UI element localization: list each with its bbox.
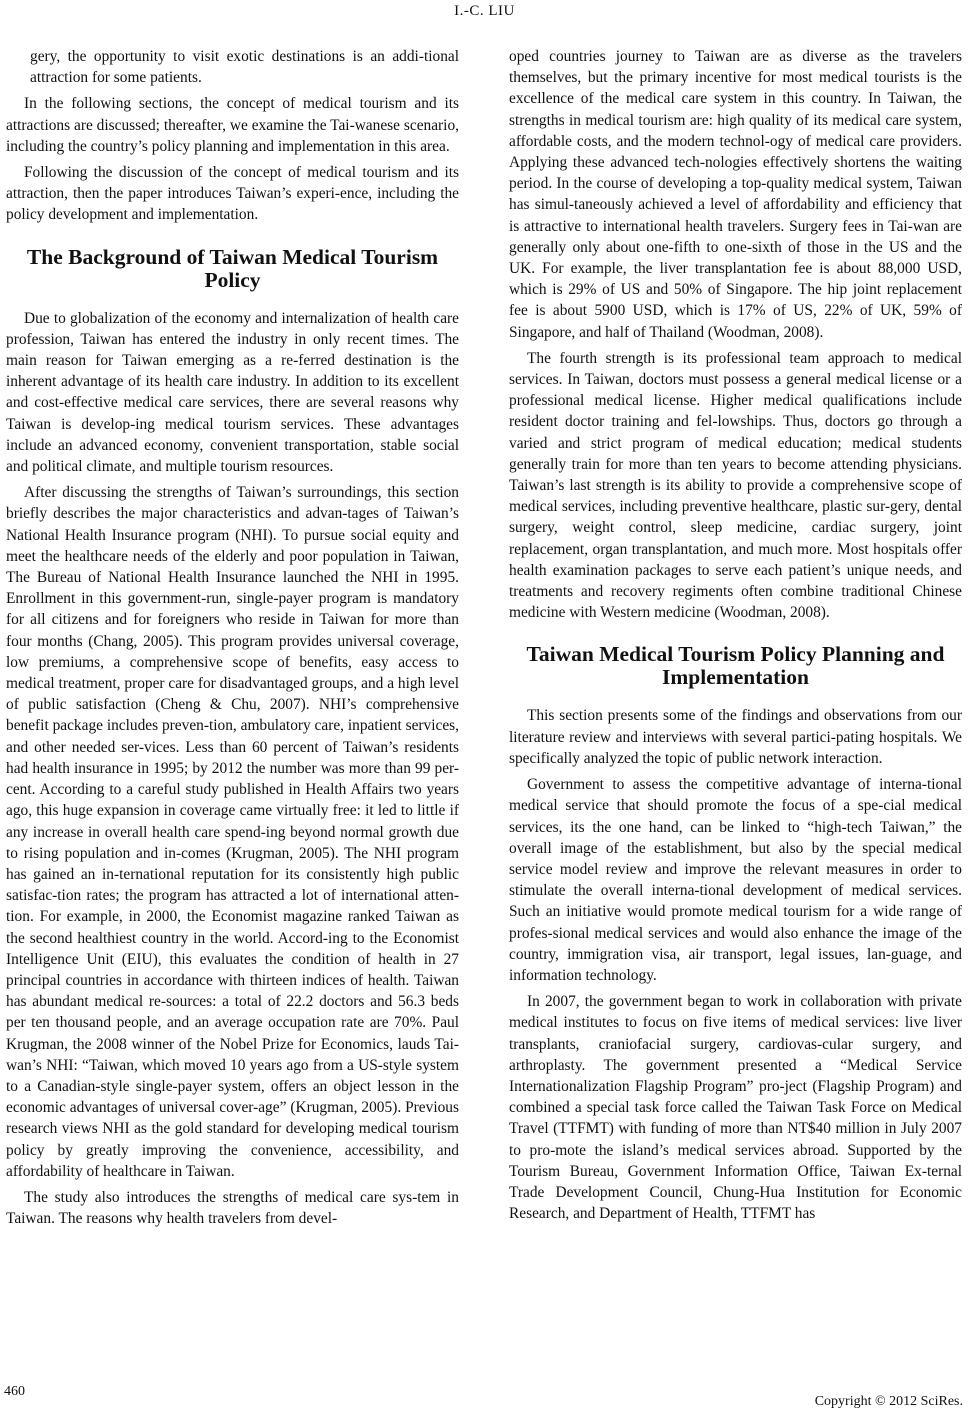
running-head: I.-C. LIU <box>454 3 515 19</box>
paragraph: oped countries journey to Taiwan are as diverse as the travelers themselves, but the primary incentive for most medical tourists is the excellence of the medical care system in this country. In Taiwan, the strengths in medical tourism are: high quality of its medical care system, affordable costs, and the modern technol-ogy of medical care providers. Applying these advanced tech-nologies effectively shortens the waiting period. In the course of developing a top-quality medical system, Taiwan has simul-taneously achieved a level of affordability and efficiency that is attractive to international health travelers. Surgery fees in Tai-wan are generally only about one-fifth to one-sixth of those in the US and the UK. For example, the liver transplantation fee is about 88,000 USD, which is 29% of US and 50% of Singapore. The hip joint replacement fee is about 5900 USD, which is 17% of US, 22% of UK, 59% of Singapore, and half of Thailand (Woodman, 2008). <box>509 48 962 341</box>
copyright-notice: Copyright © 2012 SciRes. <box>814 1394 963 1409</box>
paragraph: In 2007, the government began to work in collaboration with private medical institutes to focus on five items of medical services: live liver transplants, craniofacial surgery, cardiovas-cular surgery, and arthroplasty. The government presented a “Medical Service Internationalization Flagship Program” pro-ject (Flagship Program) and combined a special task force called the Taiwan Task Force on Medical Travel (TTFMT) with funding of more than NT$40 million in July 2007 to pro-mote the island’s medical services abroad. Supported by the Tourism Bureau, Government Information Office, Taiwan Ex-ternal Trade Development Council, Chung-Hua Institution for Economic Research, and Department of Health, TTFMT has <box>509 993 962 1223</box>
paragraph: gery, the opportunity to visit exotic destinations is an addi-tional attraction for some patients. <box>30 48 459 87</box>
section-heading: Taiwan Medical Tourism Policy Planning and Implementation <box>526 642 945 690</box>
right-column <box>509 46 962 1229</box>
page-number: 460 <box>4 1384 25 1399</box>
paragraph: Following the discussion of the concept of medical tourism and its attraction, then the paper introduces Taiwan’s experi-ence, including the policy development and implementation. <box>6 164 459 224</box>
paragraph: In the following sections, the concept of medical tourism and its attractions are discussed; thereafter, we examine the Tai-wanese scenario, including the country’s policy planning and implementation in this area. <box>6 95 459 155</box>
paragraph: This section presents some of the findings and observations from our literature review and interviews with several partici-pating hospitals. We specifically analyzed the topic of public network interaction. <box>509 707 962 767</box>
paragraph: The fourth strength is its professional team approach to medical services. In Taiwan, doctors must possess a general medical license or a professional medical license. Higher medical qualifications include resident doctor training and fel-lowships. Thus, doctors go through a varied and strict program of medical education; medical students generally train for more than ten years to become attending physicians. Taiwan’s last strength is its ability to provide a comprehensive scope of medical services, including preventive healthcare, plastic sur-gery, dental surgery, weight control, sleep medicine, cardiac surgery, joint replacement, organ transplantation, and much more. Most hospitals offer health examination packages to serve each patient’s unique needs, and treatments and recovery regiments often combine traditional Chinese medicine with Western medicine (Woodman, 2008). <box>509 349 962 622</box>
paragraph: Government to assess the competitive advantage of interna-tional medical service that should promote the focus of a spe-cial medical services, its the one hand, can be linked to “high-tech Taiwan,” the overall image of the establishment, but also by the special medical service model review and improve the relevant measures in order to stimulate the overall interna-tional development of medical services. Such an initiative would promote medical tourism for a wide range of profes-sional medical services and would also enhance the image of the country, immigration visa, air transport, legal issues, lan-guage, and information technology. <box>509 776 962 984</box>
section-heading: The Background of Taiwan Medical Tourism Policy <box>26 244 439 292</box>
paragraph: After discussing the strengths of Taiwan’s surroundings, this section briefly describes the major characteristics and advan-tages of Taiwan’s National Health Insurance program (NHI). To pursue social equity and meet the healthcare needs of the elderly and poor population in Taiwan, The Bureau of National Health Insurance launched the NHI in 1995. Enrollment in this government-run, single-payer program is mandatory for all citizens and for foreigners who reside in Taiwan for more than four months (Chang, 2005). This program provides universal coverage, low premiums, a comprehensive scope of benefits, easy access to medical treatment, proper care for disadvantaged groups, and a high level of public satisfaction (Cheng & Chu, 2007). NHI’s comprehensive benefit package includes preven-tion, ambulatory care, inpatient services, and other needed ser-vices. Less than 60 percent of Taiwan’s residents had health insurance in 1995; by 2012 the number was more than 99 per-cent. According to a careful study published in Health Affairs two years ago, this huge expansion in coverage came virtually free: it led to little if any increase in overall health care spend-ing beyond normal growth due to rising population and in-comes (Krugman, 2005). The NHI program has gained an in-ternational reputation for its consistently high public satisfac-tion rates; the program has attracted a lot of international atten-tion. For example, in 2000, the Economist magazine ranked Taiwan as the second healthiest country in the world. Accord-ing to the Economist Intelligence Unit (EIU), this evaluates the condition of health in 27 principal countries in accordance with thirteen indices of health. Taiwan has abundant medical re-sources: a total of 22.2 doctors and 56.3 beds per ten thousand people, and an average occupation rate are 70%. Paul Krugman, the 2008 winner of the Nobel Prize for Economics, lauds Tai-wan’s NHI: “Taiwan, which moved 10 years ago from a US-style system to a Canadian-style single-payer system, offers an object lesson in the economic advantages of universal cover-age” (Krugman, 2005). Previous research views NHI as the gold standard for developing medical tourism policy by greatly improving the convenience, accessibility, and affordability of healthcare in Taiwan. <box>6 484 459 1180</box>
paragraph: The study also introduces the strengths of medical care sys-tem in Taiwan. The reasons why health travelers from devel- <box>6 1188 459 1228</box>
left-column <box>6 46 459 1234</box>
paragraph: Due to globalization of the economy and internalization of health care profession, Taiwan has entered the industry in only recent times. The main reason for Taiwan emerging as a re-ferred destination is the inherent advantage of its health care industry. In addition to its excellent and cost-effective medical care services, there are several reasons why Taiwan is develop-ing medical tourism services. These advantages include an advanced economy, convenient transportation, stable social and political climate, and multiple tourism resources. <box>6 309 459 476</box>
